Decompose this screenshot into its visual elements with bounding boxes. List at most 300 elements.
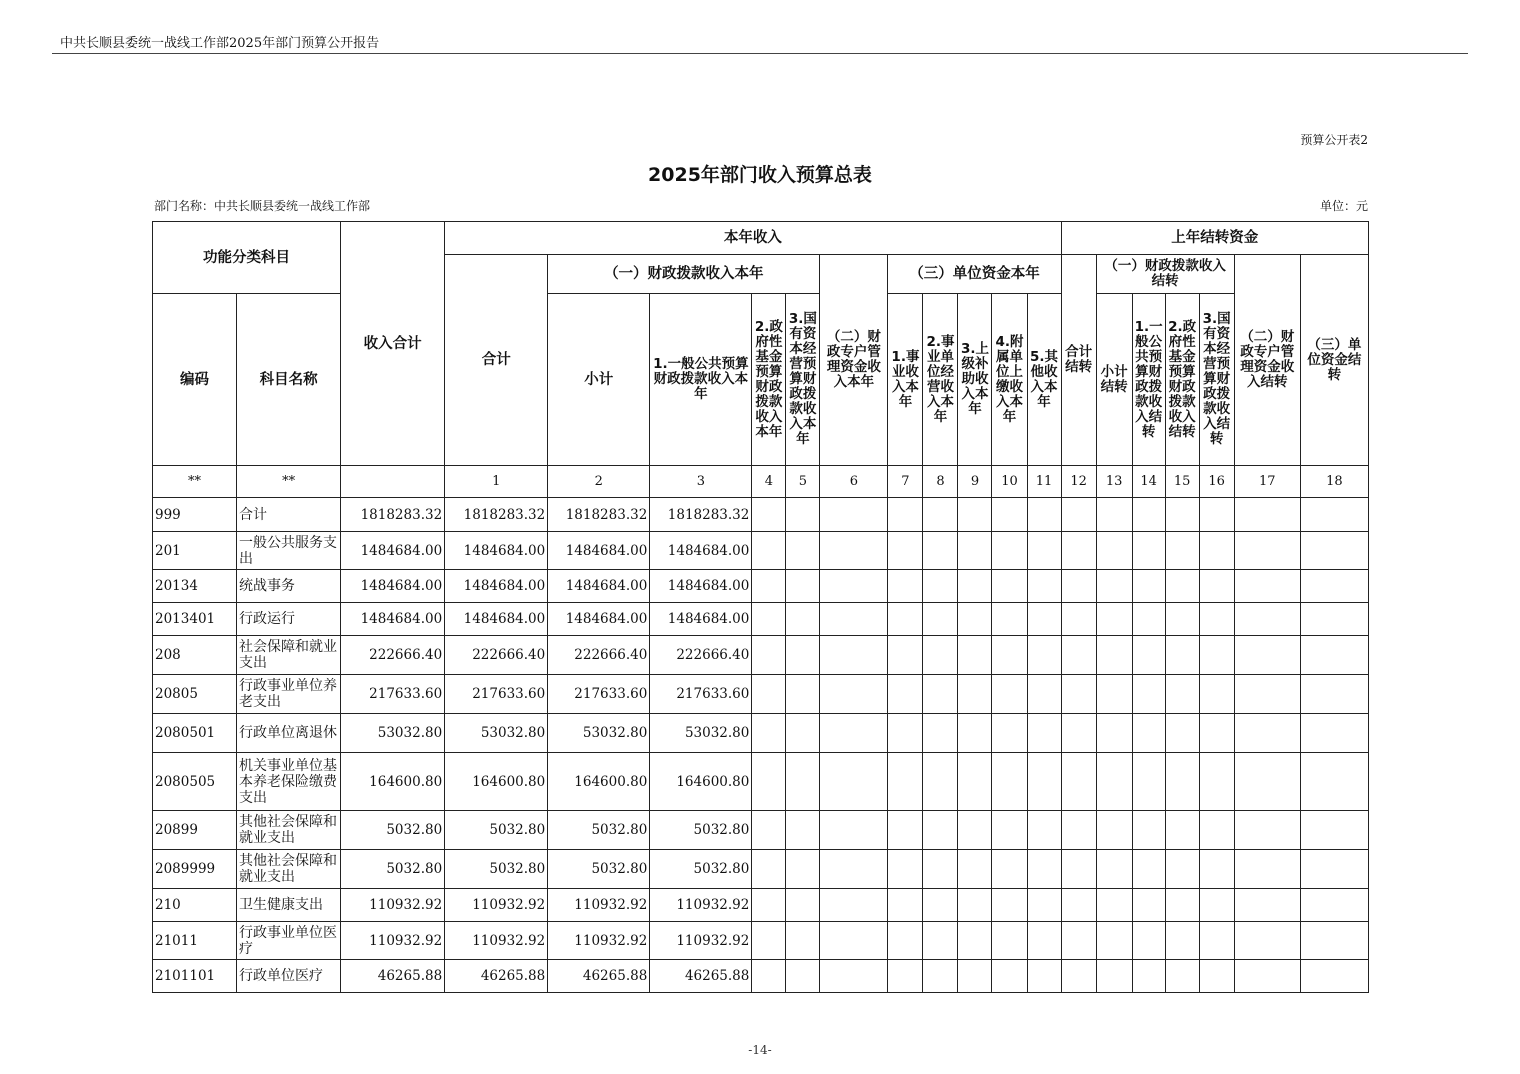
empty-cell	[1300, 498, 1368, 532]
row-item-name: 其他社会保障和就业支出	[237, 811, 341, 850]
empty-cell	[888, 603, 923, 636]
empty-cell	[888, 675, 923, 714]
empty-cell	[1096, 850, 1132, 889]
empty-cell	[1165, 603, 1199, 636]
empty-cell	[786, 922, 820, 960]
row-code: 2080501	[153, 714, 237, 753]
empty-cell	[958, 960, 992, 993]
empty-cell	[1027, 811, 1061, 850]
column-index-cell: 6	[820, 466, 888, 498]
empty-cell	[752, 532, 786, 570]
column-index-cell: 2	[548, 466, 650, 498]
empty-cell	[923, 889, 958, 922]
row-item-name: 行政运行	[237, 603, 341, 636]
row-sum: 1818283.32	[445, 498, 548, 532]
row-fiscal-subtotal: 110932.92	[548, 922, 650, 960]
row-code: 208	[153, 636, 237, 675]
empty-cell	[888, 714, 923, 753]
empty-cell	[958, 636, 992, 675]
empty-cell	[786, 811, 820, 850]
empty-cell	[820, 570, 888, 603]
empty-cell	[958, 675, 992, 714]
row-item-name: 统战事务	[237, 570, 341, 603]
header-col-16: 3.国有资本经营预算财政拨款收入结转	[1199, 294, 1234, 466]
empty-cell	[820, 922, 888, 960]
header-carry-fiscal-group: （一）财政拨款收入结转	[1096, 255, 1234, 294]
header-col-4: 2.政府性基金预算财政拨款收入本年	[752, 294, 786, 466]
empty-cell	[1061, 570, 1096, 603]
row-code: 210	[153, 889, 237, 922]
empty-cell	[820, 811, 888, 850]
table-row	[153, 811, 1369, 850]
empty-cell	[1096, 675, 1132, 714]
empty-cell	[1061, 636, 1096, 675]
empty-cell	[786, 960, 820, 993]
table-row	[153, 889, 1369, 922]
table-row	[153, 498, 1369, 532]
empty-cell	[786, 889, 820, 922]
empty-cell	[786, 636, 820, 675]
empty-cell	[888, 753, 923, 811]
column-index-cell: 17	[1234, 466, 1300, 498]
empty-cell	[1165, 753, 1199, 811]
header-code: 编码	[153, 294, 237, 466]
header-col-17: （二）财政专户管理资金收入结转	[1234, 255, 1300, 466]
empty-cell	[752, 811, 786, 850]
empty-cell	[923, 603, 958, 636]
empty-cell	[1199, 498, 1234, 532]
header-col-11: 5.其他收入本年	[1027, 294, 1061, 466]
row-item-name: 行政单位离退休	[237, 714, 341, 753]
row-sum: 5032.80	[445, 850, 548, 889]
empty-cell	[1165, 675, 1199, 714]
table-row	[153, 922, 1369, 960]
empty-cell	[1096, 532, 1132, 570]
empty-cell	[1234, 498, 1300, 532]
empty-cell	[1027, 753, 1061, 811]
empty-cell	[1132, 532, 1165, 570]
column-index-cell: 3	[650, 466, 752, 498]
row-code: 2080505	[153, 753, 237, 811]
column-index-cell: **	[153, 466, 237, 498]
header-col-14: 1.一般公共预算财政拨款收入结转	[1132, 294, 1165, 466]
empty-cell	[752, 922, 786, 960]
empty-cell	[1132, 811, 1165, 850]
empty-cell	[992, 675, 1027, 714]
empty-cell	[1061, 850, 1096, 889]
table-row	[153, 850, 1369, 889]
row-sum: 222666.40	[445, 636, 548, 675]
row-fiscal-subtotal: 217633.60	[548, 675, 650, 714]
empty-cell	[1061, 960, 1096, 993]
column-index-cell: 11	[1027, 466, 1061, 498]
empty-cell	[1300, 922, 1368, 960]
empty-cell	[1199, 960, 1234, 993]
empty-cell	[820, 636, 888, 675]
row-general-budget: 1818283.32	[650, 498, 752, 532]
header-col-5: 3.国有资本经营预算财政拨款收入本年	[786, 294, 820, 466]
row-income-total: 5032.80	[341, 850, 445, 889]
row-code: 21011	[153, 922, 237, 960]
row-item-name: 卫生健康支出	[237, 889, 341, 922]
empty-cell	[820, 714, 888, 753]
row-general-budget: 1484684.00	[650, 603, 752, 636]
empty-cell	[1199, 811, 1234, 850]
empty-cell	[752, 753, 786, 811]
row-item-name: 其他社会保障和就业支出	[237, 850, 341, 889]
empty-cell	[888, 889, 923, 922]
empty-cell	[1165, 532, 1199, 570]
empty-cell	[786, 675, 820, 714]
empty-cell	[820, 532, 888, 570]
empty-cell	[1165, 714, 1199, 753]
empty-cell	[1027, 922, 1061, 960]
empty-cell	[1300, 636, 1368, 675]
empty-cell	[1061, 811, 1096, 850]
empty-cell	[1300, 675, 1368, 714]
empty-cell	[786, 753, 820, 811]
empty-cell	[820, 960, 888, 993]
empty-cell	[786, 498, 820, 532]
empty-cell	[992, 922, 1027, 960]
column-index-cell: 7	[888, 466, 923, 498]
row-general-budget: 5032.80	[650, 811, 752, 850]
row-item-name: 社会保障和就业支出	[237, 636, 341, 675]
row-general-budget: 110932.92	[650, 922, 752, 960]
empty-cell	[1096, 753, 1132, 811]
row-fiscal-subtotal: 5032.80	[548, 811, 650, 850]
header-col-15: 2.政府性基金预算财政拨款收入结转	[1165, 294, 1199, 466]
empty-cell	[1165, 570, 1199, 603]
table-number: 预算公开表2	[1300, 133, 1368, 147]
empty-cell	[1234, 675, 1300, 714]
row-code: 201	[153, 532, 237, 570]
row-general-budget: 164600.80	[650, 753, 752, 811]
empty-cell	[1027, 714, 1061, 753]
empty-cell	[992, 636, 1027, 675]
row-code: 20899	[153, 811, 237, 850]
row-code: 999	[153, 498, 237, 532]
empty-cell	[820, 603, 888, 636]
row-income-total: 1484684.00	[341, 570, 445, 603]
column-index-cell	[341, 466, 445, 498]
empty-cell	[1234, 532, 1300, 570]
row-code: 20134	[153, 570, 237, 603]
empty-cell	[1061, 753, 1096, 811]
table-row	[153, 570, 1369, 603]
row-sum: 46265.88	[445, 960, 548, 993]
empty-cell	[1096, 603, 1132, 636]
empty-cell	[958, 811, 992, 850]
empty-cell	[1132, 960, 1165, 993]
empty-cell	[1096, 714, 1132, 753]
department-name: 部门名称：中共长顺县委统一战线工作部	[154, 199, 371, 213]
row-fiscal-subtotal: 46265.88	[548, 960, 650, 993]
empty-cell	[752, 960, 786, 993]
table-row	[153, 636, 1369, 675]
empty-cell	[1165, 636, 1199, 675]
empty-cell	[923, 714, 958, 753]
empty-cell	[1199, 922, 1234, 960]
column-index-cell: 13	[1096, 466, 1132, 498]
row-fiscal-subtotal: 1484684.00	[548, 603, 650, 636]
empty-cell	[923, 753, 958, 811]
column-index-cell: 9	[958, 466, 992, 498]
empty-cell	[752, 570, 786, 603]
empty-cell	[1132, 753, 1165, 811]
empty-cell	[923, 498, 958, 532]
empty-cell	[786, 714, 820, 753]
table-row	[153, 675, 1369, 714]
row-general-budget: 1484684.00	[650, 570, 752, 603]
empty-cell	[1199, 753, 1234, 811]
row-income-total: 164600.80	[341, 753, 445, 811]
header-income-total: 收入合计	[341, 222, 445, 466]
empty-cell	[1132, 498, 1165, 532]
column-index-cell: **	[237, 466, 341, 498]
empty-cell	[1027, 603, 1061, 636]
empty-cell	[1027, 570, 1061, 603]
empty-cell	[820, 498, 888, 532]
empty-cell	[1300, 714, 1368, 753]
table-row	[153, 753, 1369, 811]
empty-cell	[992, 603, 1027, 636]
report-header-title: 中共长顺县委统一战线工作部2025年部门预算公开报告	[60, 36, 380, 51]
row-item-name: 合计	[237, 498, 341, 532]
empty-cell	[1199, 675, 1234, 714]
empty-cell	[1165, 889, 1199, 922]
empty-cell	[1132, 714, 1165, 753]
empty-cell	[820, 850, 888, 889]
empty-cell	[888, 498, 923, 532]
row-general-budget: 1484684.00	[650, 532, 752, 570]
column-index-cell: 1	[445, 466, 548, 498]
empty-cell	[752, 850, 786, 889]
empty-cell	[1132, 603, 1165, 636]
row-fiscal-subtotal: 222666.40	[548, 636, 650, 675]
row-income-total: 1818283.32	[341, 498, 445, 532]
empty-cell	[1132, 675, 1165, 714]
empty-cell	[1234, 960, 1300, 993]
empty-cell	[1234, 570, 1300, 603]
column-index-cell: 14	[1132, 466, 1165, 498]
empty-cell	[1096, 498, 1132, 532]
empty-cell	[752, 603, 786, 636]
empty-cell	[1061, 498, 1096, 532]
row-fiscal-subtotal: 1484684.00	[548, 570, 650, 603]
empty-cell	[752, 636, 786, 675]
empty-cell	[958, 570, 992, 603]
row-sum: 164600.80	[445, 753, 548, 811]
row-fiscal-subtotal: 164600.80	[548, 753, 650, 811]
page-number: -14-	[748, 1043, 772, 1057]
empty-cell	[1165, 498, 1199, 532]
empty-cell	[1199, 850, 1234, 889]
table-row	[153, 960, 1369, 993]
row-sum: 53032.80	[445, 714, 548, 753]
row-income-total: 110932.92	[341, 889, 445, 922]
empty-cell	[1300, 960, 1368, 993]
row-item-name: 机关事业单位基本养老保险缴费支出	[237, 753, 341, 811]
row-general-budget: 110932.92	[650, 889, 752, 922]
empty-cell	[1132, 636, 1165, 675]
empty-cell	[923, 636, 958, 675]
header-col-7: 1.事业收入本年	[888, 294, 923, 466]
header-col-12: 合计结转	[1061, 255, 1096, 466]
empty-cell	[752, 675, 786, 714]
empty-cell	[1300, 889, 1368, 922]
column-index-cell: 4	[752, 466, 786, 498]
empty-cell	[1300, 850, 1368, 889]
empty-cell	[923, 960, 958, 993]
table-title: 2025年部门收入预算总表	[648, 164, 872, 186]
empty-cell	[1132, 922, 1165, 960]
row-income-total: 110932.92	[341, 922, 445, 960]
empty-cell	[752, 889, 786, 922]
row-income-total: 53032.80	[341, 714, 445, 753]
row-income-total: 217633.60	[341, 675, 445, 714]
empty-cell	[888, 636, 923, 675]
header-unit-funds-group: （三）单位资金本年	[888, 255, 1061, 294]
column-index-cell: 5	[786, 466, 820, 498]
empty-cell	[1165, 850, 1199, 889]
empty-cell	[923, 850, 958, 889]
empty-cell	[1061, 889, 1096, 922]
empty-cell	[992, 532, 1027, 570]
header-this-year-income: 本年收入	[445, 222, 1061, 255]
empty-cell	[1096, 960, 1132, 993]
empty-cell	[992, 960, 1027, 993]
row-code: 20805	[153, 675, 237, 714]
empty-cell	[1027, 889, 1061, 922]
row-general-budget: 222666.40	[650, 636, 752, 675]
empty-cell	[786, 850, 820, 889]
row-sum: 217633.60	[445, 675, 548, 714]
header-subtotal: 小计	[548, 294, 650, 466]
empty-cell	[1234, 636, 1300, 675]
row-general-budget: 217633.60	[650, 675, 752, 714]
row-fiscal-subtotal: 53032.80	[548, 714, 650, 753]
empty-cell	[1234, 889, 1300, 922]
row-income-total: 1484684.00	[341, 532, 445, 570]
empty-cell	[1165, 960, 1199, 993]
budget-table	[152, 221, 1369, 993]
empty-cell	[1027, 532, 1061, 570]
empty-cell	[992, 811, 1027, 850]
row-sum: 1484684.00	[445, 532, 548, 570]
header-col-9: 3.上级补助收入本年	[958, 294, 992, 466]
row-sum: 1484684.00	[445, 570, 548, 603]
empty-cell	[786, 532, 820, 570]
empty-cell	[888, 570, 923, 603]
row-income-total: 46265.88	[341, 960, 445, 993]
empty-cell	[958, 922, 992, 960]
column-index-cell: 12	[1061, 466, 1096, 498]
header-fiscal-group: （一）财政拨款收入本年	[548, 255, 820, 294]
empty-cell	[992, 889, 1027, 922]
row-fiscal-subtotal: 5032.80	[548, 850, 650, 889]
unit-label: 单位：元	[1319, 199, 1368, 213]
empty-cell	[1199, 714, 1234, 753]
row-sum: 110932.92	[445, 922, 548, 960]
row-fiscal-subtotal: 110932.92	[548, 889, 650, 922]
empty-cell	[958, 498, 992, 532]
empty-cell	[958, 889, 992, 922]
empty-cell	[992, 498, 1027, 532]
empty-cell	[992, 570, 1027, 603]
row-income-total: 5032.80	[341, 811, 445, 850]
empty-cell	[752, 498, 786, 532]
row-general-budget: 46265.88	[650, 960, 752, 993]
empty-cell	[992, 714, 1027, 753]
column-index-row	[153, 466, 1369, 498]
empty-cell	[1300, 753, 1368, 811]
empty-cell	[958, 532, 992, 570]
empty-cell	[1096, 889, 1132, 922]
empty-cell	[1165, 811, 1199, 850]
empty-cell	[1027, 636, 1061, 675]
row-sum: 1484684.00	[445, 603, 548, 636]
empty-cell	[958, 603, 992, 636]
table-row	[153, 603, 1369, 636]
empty-cell	[1165, 922, 1199, 960]
empty-cell	[888, 922, 923, 960]
empty-cell	[1132, 889, 1165, 922]
empty-cell	[888, 532, 923, 570]
empty-cell	[1132, 570, 1165, 603]
empty-cell	[1234, 811, 1300, 850]
column-index-cell: 18	[1300, 466, 1368, 498]
empty-cell	[752, 714, 786, 753]
header-item-name: 科目名称	[237, 294, 341, 466]
row-sum: 5032.80	[445, 811, 548, 850]
header-rule	[52, 53, 1468, 54]
empty-cell	[786, 570, 820, 603]
row-income-total: 1484684.00	[341, 603, 445, 636]
header-col-8: 2.事业单位经营收入本年	[923, 294, 958, 466]
column-index-cell: 15	[1165, 466, 1199, 498]
empty-cell	[958, 753, 992, 811]
empty-cell	[992, 753, 1027, 811]
empty-cell	[1027, 498, 1061, 532]
empty-cell	[1096, 636, 1132, 675]
header-func-category: 功能分类科目	[153, 222, 341, 294]
row-item-name: 行政事业单位医疗	[237, 922, 341, 960]
row-income-total: 222666.40	[341, 636, 445, 675]
empty-cell	[1061, 675, 1096, 714]
empty-cell	[1199, 889, 1234, 922]
empty-cell	[888, 960, 923, 993]
empty-cell	[1300, 811, 1368, 850]
empty-cell	[786, 603, 820, 636]
column-index-cell: 10	[992, 466, 1027, 498]
empty-cell	[1234, 603, 1300, 636]
header-col-6: （二）财政专户管理资金收入本年	[820, 255, 888, 466]
column-index-cell: 16	[1199, 466, 1234, 498]
row-code: 2013401	[153, 603, 237, 636]
empty-cell	[1027, 960, 1061, 993]
empty-cell	[1234, 922, 1300, 960]
header-col-10: 4.附属单位上缴收入本年	[992, 294, 1027, 466]
table-row	[153, 714, 1369, 753]
empty-cell	[1300, 532, 1368, 570]
row-fiscal-subtotal: 1818283.32	[548, 498, 650, 532]
empty-cell	[1300, 603, 1368, 636]
empty-cell	[1027, 850, 1061, 889]
row-sum: 110932.92	[445, 889, 548, 922]
header-col-3: 1.一般公共预算财政拨款收入本年	[650, 294, 752, 466]
empty-cell	[1061, 603, 1096, 636]
